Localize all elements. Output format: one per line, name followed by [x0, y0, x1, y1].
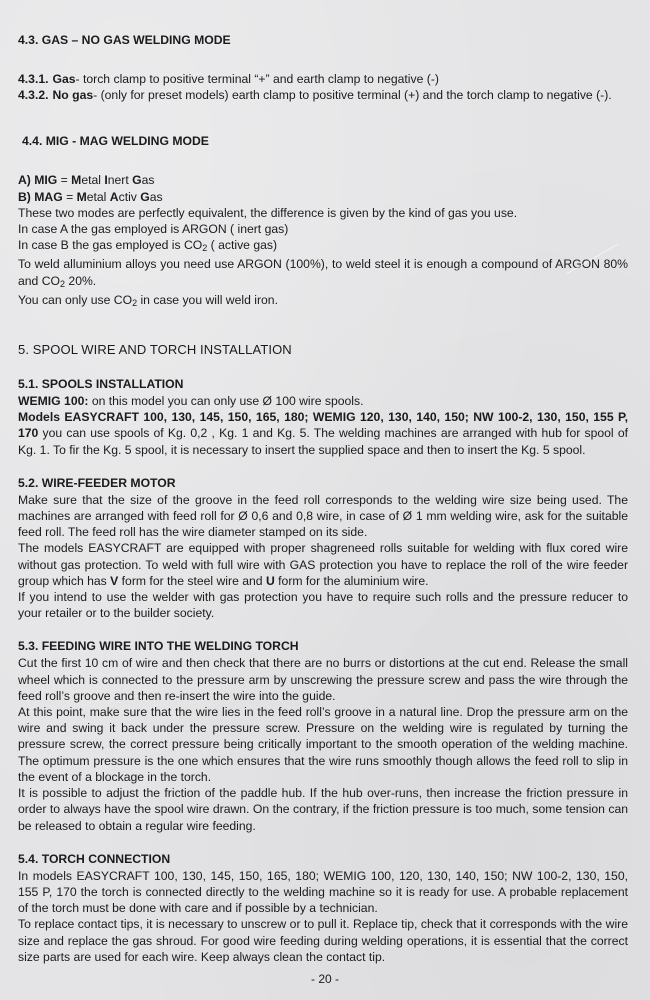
section-5-3-heading: 5.3. FEEDING WIRE INTO THE WELDING TORCH [18, 639, 299, 654]
subscript: 2 [202, 243, 208, 254]
letter: A [109, 189, 119, 204]
section-4-3-1 [18, 71, 628, 87]
item-label: Gas [52, 72, 76, 86]
section-4-4 [18, 133, 628, 311]
letter: V [110, 573, 119, 588]
section-5-4-para-2: To replace contact tips, it is necessary to unscrew or to pull it. Replace tip, check that it corresponds with the wire size and replace the gas shroud. For good wire feeding during welding operations, it is essential that the correct size parts are used for each wire. Keep always clean the contact tip. [18, 917, 628, 964]
section-5-2-para-1: Make sure that the size of the groove in the feed roll corresponds to the welding wire size being used. The machines are arranged with feed roll for Ø 0,6 and 0,8 wire, in case of Ø 1 mm welding wire, ask for the suitable feed roll. The feed roll has the wire diameter stamped on its side. [18, 492, 628, 540]
modes-line-1: These two modes are perfectly equivalent, the difference is given by the kind of gas you use. [18, 205, 518, 220]
modes-line-2: In case A the gas employed is ARGON ( inert gas) [18, 222, 289, 237]
section-5-3-para-1: Cut the first 10 cm of wire and then check that there are no burrs or distortions at the cut end. Release the small wheel which is connected to the pressure arm by unscrewing the pressure screw and pass the wire through the feed roll’s groove and then re-insert the wire into the guide. [18, 656, 628, 703]
text-part: To weld alluminium alloys you need use ARGON (100%), to weld steel it is enough a compound of ARGON 80% and CO [18, 257, 628, 288]
section-5-3-para-2: At this point, make sure that the wire lies in the feed roll’s groove in a natural line. Drop the pressure arm on the wire and swing it back under the pressure screw. Pressure on the welding wire is regulated by turning the pressure screw, the correct pressure being critically important to the smooth operation of the welding machine. The optimum pressure is the one which ensures that the wire runs smoothly though allows the feed roll to slip in the event of a blockage in the torch. [18, 705, 628, 784]
text-part: ( active gas) [207, 238, 278, 253]
section-5-1-line-2 [18, 409, 628, 458]
mag-definition [18, 189, 628, 205]
text-part: form for the aluminium wire. [274, 573, 429, 588]
section-4-4-heading: 4.4. MIG - MAG WELDING MODE [22, 134, 209, 149]
text-part: on this model you can only use Ø 100 wire spools. [88, 394, 364, 409]
equals-sign: = [57, 173, 72, 188]
text-part: 20%. [65, 273, 97, 288]
section-4-3-2 [18, 87, 628, 103]
text-part: In case B the gas employed is CO [18, 238, 203, 253]
section-5-4-heading: 5.4. TORCH CONNECTION [18, 851, 171, 866]
section-5-4-para-1: In models EASYCRAFT 100, 130, 145, 150, 165, 180; WEMIG 100, 120, 130, 140, 150; NW 100-2, 130, 150, 155 P, 170 the torch is connected directly to the welding machine so it is ready for use. A probable replacement of the torch must be done with care and if possible by a technician. [18, 868, 628, 916]
mig-definition [18, 172, 628, 188]
item-number: 4.3.2. [18, 88, 49, 103]
item-number: 4.3.1. [18, 72, 49, 86]
item-text: - (only for preset models) earth clamp to positive terminal (+) and the torch clamp to negative (-). [93, 88, 612, 103]
text-part: you can use spools of Kg. 0,2 , Kg. 1 and Kg. 5. The welding machines are arranged with hub for spool of Kg. 1. To fir the Kg. 5 spool, it is necessary to insert the supplied space and then to insert the Kg. 5 spool. [18, 426, 628, 457]
item-text: - torch clamp to positive terminal “+” and earth clamp to negative (-) [75, 72, 439, 86]
letter: G [140, 189, 150, 204]
letter: G [132, 173, 142, 188]
section-5 [18, 341, 628, 965]
text-part: in case you will weld iron. [137, 292, 278, 307]
text-part: You can only use CO [18, 292, 133, 307]
section-4-3-heading: 4.3. GAS – NO GAS WELDING MODE [18, 33, 231, 47]
page-number: - 20 - [310, 972, 339, 986]
letter: M [76, 189, 87, 204]
word-part: etal [86, 189, 110, 204]
modes-line-4 [18, 256, 628, 291]
word-part: nert [107, 173, 133, 188]
word-part: ctiv [118, 189, 141, 204]
subscript: 2 [132, 297, 138, 308]
mag-label: B) MAG [18, 189, 63, 204]
subscript: 2 [60, 278, 66, 289]
modes-line-3 [18, 237, 628, 256]
word-part: etal [81, 173, 105, 188]
section-5-2-heading: 5.2. WIRE-FEEDER MOTOR [18, 475, 176, 490]
model-label: WEMIG 100: [18, 394, 89, 409]
letter: I [104, 173, 108, 188]
letter: M [71, 173, 82, 188]
mig-label: A) MIG [18, 173, 58, 188]
modes-line-5 [18, 292, 628, 311]
word-part: as [149, 189, 163, 204]
section-5-1-line-1 [18, 393, 628, 409]
section-5-2-para-2 [18, 540, 628, 589]
section-5-1-heading: 5.1. SPOOLS INSTALLATION [18, 377, 184, 392]
letter: U [265, 573, 275, 588]
text-part: form for the steel wire and [118, 573, 266, 588]
equals-sign: = [62, 189, 77, 204]
section-5-3-para-3: It is possible to adjust the friction of the paddle hub. If the hub over-runs, then increase the friction pressure in order to always have the spool wire drawn. On the contrary, if the friction pressure is too much, some tension can be released to obtain a regular wire feeding. [18, 786, 628, 833]
word-part: as [141, 173, 155, 188]
models-label: Models EASYCRAFT 100, 130, 145, 150, 165, 180; WEMIG 120, 130, 140, 150; NW 100-2, 130, 150, 155 P, 170 [18, 410, 628, 441]
section-5-2-para-3: If you intend to use the welder with gas protection you have to require such rolls and the pressure reducer to your retailer or to the builder society. [18, 590, 628, 621]
text-part: The models EASYCRAFT are equipped with proper shagreneed rolls suitable for welding with flux cored wire without gas protection. To weld with full wire with GAS protection you have to replace the roll of the wire feeder group which has [18, 541, 628, 588]
section-5-heading: 5. SPOOL WIRE AND TORCH INSTALLATION [18, 342, 292, 358]
item-label: No gas [52, 88, 94, 103]
section-4-3 [18, 32, 628, 103]
